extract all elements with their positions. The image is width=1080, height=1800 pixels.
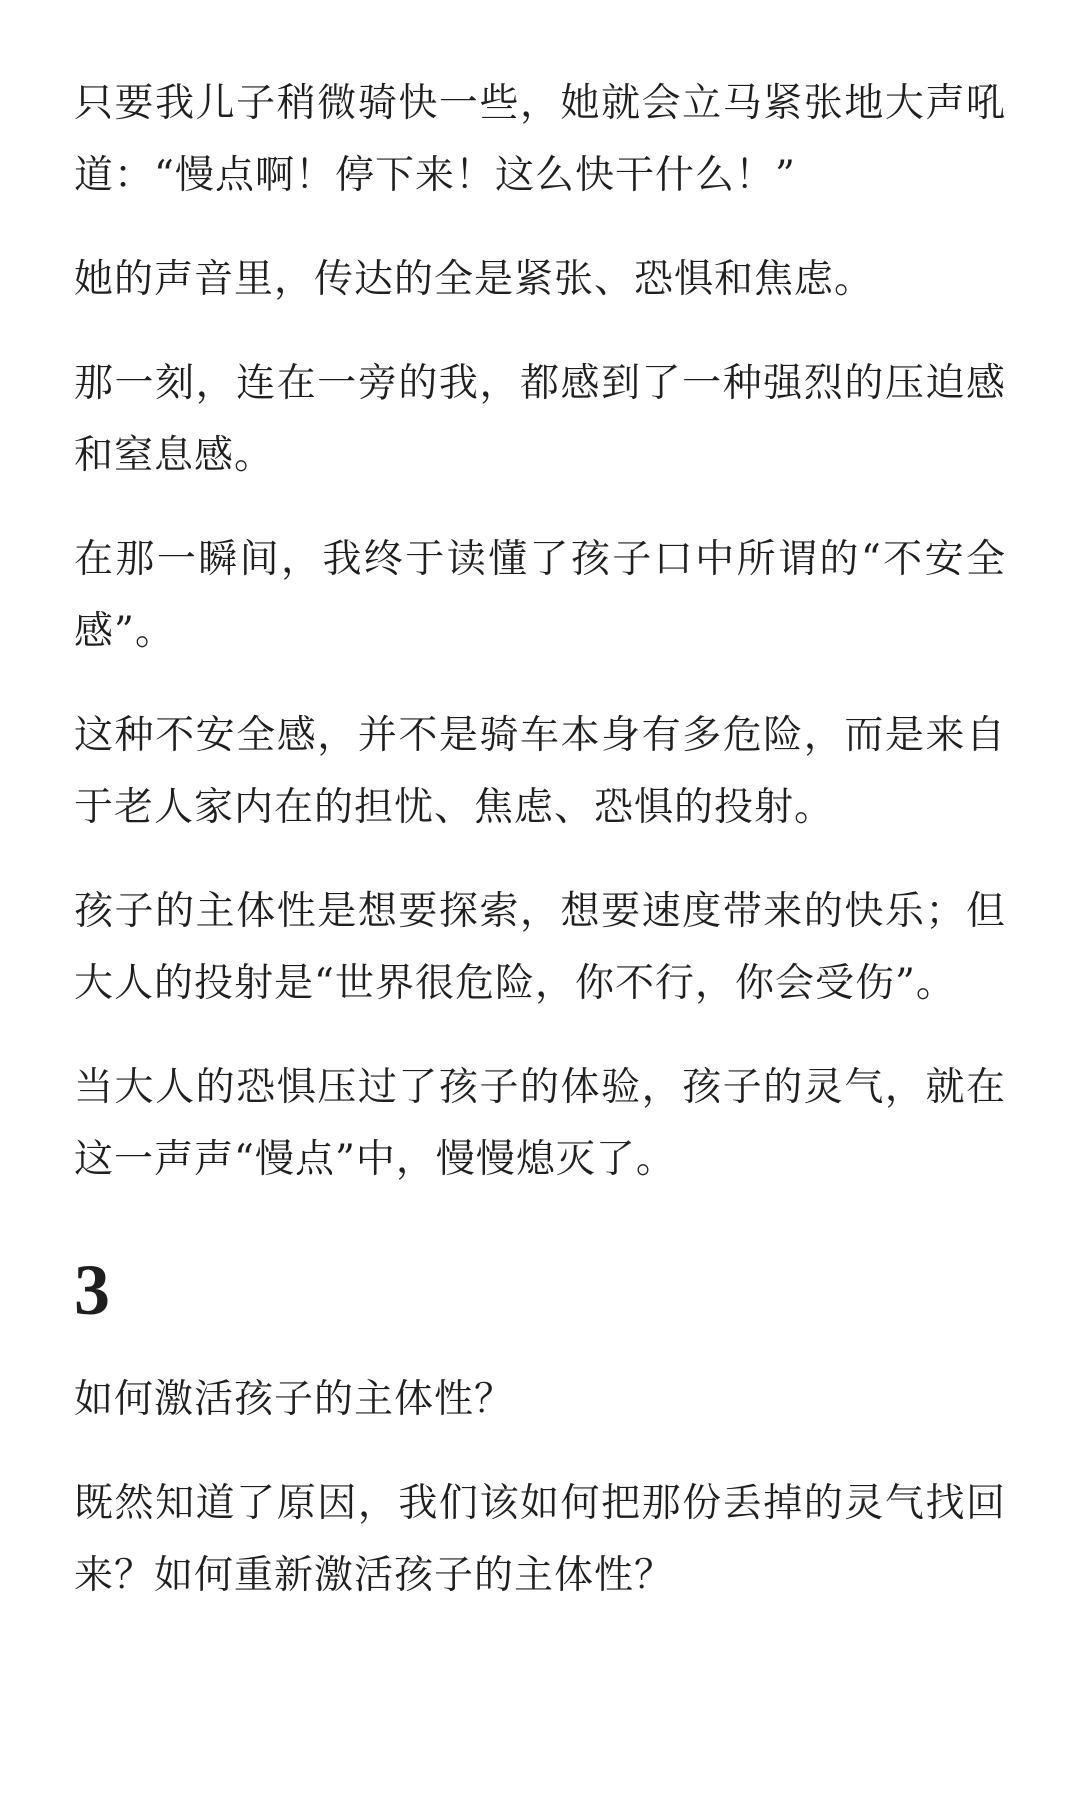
paragraph: 孩子的主体性是想要探索，想要速度带来的快乐；但大人的投射是“世界很危险，你不行，你会受伤”。 <box>74 889 1006 1006</box>
paragraph: 既然知道了原因，我们该如何把那份丢掉的灵气找回来？如何重新激活孩子的主体性？ <box>74 1481 1006 1598</box>
section-subheading: 如何激活孩子的主体性？ <box>74 1377 515 1422</box>
paragraph: 她的声音里，传达的全是紧张、恐惧和焦虑。 <box>74 257 875 302</box>
section-number: 3 <box>74 1250 110 1330</box>
paragraph: 那一刻，连在一旁的我，都感到了一种强烈的压迫感和窒息感。 <box>74 361 1006 478</box>
paragraph: 只要我儿子稍微骑快一些，她就会立马紧张地大声吼道：“慢点啊！停下来！这么快干什么！” <box>74 81 1006 198</box>
paragraph: 这种不安全感，并不是骑车本身有多危险，而是来自于老人家内在的担忧、焦虑、恐惧的投射。 <box>74 713 1006 830</box>
article-body <box>74 68 1006 1644</box>
paragraph: 在那一瞬间，我终于读懂了孩子口中所谓的“不安全感”。 <box>74 537 1006 654</box>
paragraph: 当大人的恐惧压过了孩子的体验，孩子的灵气，就在这一声声“慢点”中，慢慢熄灭了。 <box>74 1065 1006 1182</box>
